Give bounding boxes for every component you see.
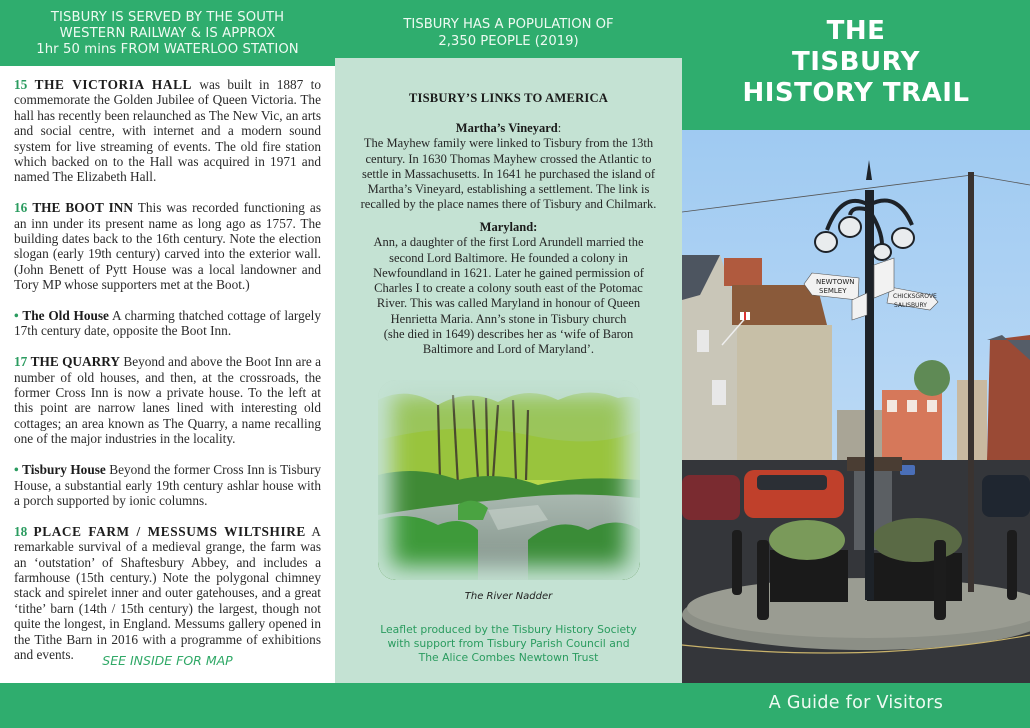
stop-number: 18 — [14, 523, 28, 539]
america-links-panel — [335, 58, 682, 683]
credit-line: Leaflet produced by the Tisbury History Society — [380, 623, 637, 636]
svg-text:CHICKSGROVE: CHICKSGROVE — [893, 293, 937, 300]
section-heading: Martha’s Vineyard: — [455, 121, 562, 135]
svg-text:NEWTOWN: NEWTOWN — [816, 278, 855, 286]
point-description: Beyond the former Cross Inn is Tisbury House, a substantial early 19th century ashlar house with a porch supported by ionic columns. — [14, 462, 322, 508]
stop-number: 15 — [14, 77, 28, 92]
section-heading: Maryland: — [479, 220, 538, 234]
guide-subtitle: A Guide for Visitors — [768, 693, 944, 713]
trail-stop-16 — [14, 200, 321, 292]
point-description: A charming thatched cottage of largely 17th century date, opposite the Boot Inn. — [14, 308, 321, 339]
stop-description: This was recorded functioning as an inn under its present name as long ago as 1757. The building dates back to the 16th century. Note the election slogan (early 19th century) carved into the exterior wall. (John Benett of Pytt House was a local landowner and Tory MP whose supporters met at the Boot.) — [14, 200, 322, 293]
text-line: Martha’s Vineyard, establishing a settlement. The link is — [367, 182, 650, 197]
population-banner — [335, 0, 682, 58]
title-line: TISBURY — [792, 47, 920, 77]
text-line: Newfoundland in 1621. Later he gained permission of — [373, 265, 644, 280]
see-inside-map-note: SEE INSIDE FOR MAP — [102, 653, 233, 668]
point-title: Tisbury House — [22, 462, 106, 478]
railway-info-line: 1hr 50 mins FROM WATERLOO STATION — [36, 42, 299, 57]
text-line: The Mayhew family were linked to Tisbury from the 13th — [363, 136, 654, 151]
text-line: Charles I to create a colony south east of the Potomac — [374, 281, 643, 296]
stop-title: THE VICTORIA HALL — [34, 77, 193, 92]
trail-stop-15 — [14, 77, 321, 185]
leaflet-credits — [335, 623, 682, 665]
bullet-icon: • — [14, 462, 19, 478]
trail-stops-panel — [0, 66, 335, 683]
population-line: 2,350 PEOPLE (2019) — [438, 34, 579, 49]
point-title: The Old House — [22, 308, 109, 324]
trail-stop-17 — [14, 354, 321, 446]
text-line: Ann, a daughter of the first Lord Arundell married the — [373, 235, 644, 250]
text-line: (she died in 1649) describes her as ‘wife of Baron — [383, 327, 634, 342]
credit-line: with support from Tisbury Parish Council and — [387, 637, 630, 650]
railway-info-line: WESTERN RAILWAY & IS APPROX — [59, 26, 276, 41]
text-line: recalled by the place names there of Tisbury and Chilmark. — [360, 197, 657, 212]
stop-title: PLACE FARM / MESSUMS WILTSHIRE — [33, 523, 306, 539]
trail-point-tisbury-house — [14, 462, 321, 508]
tisbury-street-photo — [682, 130, 1030, 683]
street-lamp-signpost-image — [682, 130, 1030, 683]
trail-title-block — [682, 0, 1030, 130]
bullet-icon: • — [14, 308, 19, 324]
title-line: HISTORY TRAIL — [742, 78, 970, 108]
stop-description: Beyond and above the Boot Inn are a number of old houses, and then, at the crossroads, the former Cross Inn is now a private house. To the left at this point are narrow lanes lined with interesting old cottages; an area known as The Quarry, a name recalling one of the major industries in the locality. — [14, 354, 322, 447]
america-links-heading: TISBURY’S LINKS TO AMERICA — [408, 91, 609, 105]
stop-number: 17 — [14, 354, 28, 370]
credit-line: The Alice Combes Newtown Trust — [418, 651, 599, 664]
footer-bar — [0, 683, 1030, 728]
river-nadder-photo — [378, 380, 640, 580]
stop-title: THE BOOT INN — [32, 200, 133, 216]
trail-point-old-house — [14, 308, 321, 339]
photo-caption: The River Nadder — [464, 591, 553, 602]
stop-title: THE QUARRY — [30, 354, 120, 370]
railway-info-banner — [0, 0, 335, 66]
text-line: Baltimore and Lord of Maryland’. — [422, 342, 595, 357]
trail-stop-18 — [14, 524, 321, 663]
title-line: THE — [826, 16, 886, 46]
railway-info-line: TISBURY IS SERVED BY THE SOUTH — [50, 10, 285, 25]
stop-number: 16 — [14, 200, 28, 216]
svg-text:SEMLEY: SEMLEY — [819, 287, 847, 295]
maryland-section — [335, 220, 682, 358]
stop-description: A remarkable survival of a medieval grange, the farm was an ‘outstation’ of Shaftesbury Abbey, and includes a farmhouse (15th century.) Note the polygonal chimney stack and spirelet inner and outer gatehouses, and a great ‘tithe’ barn (14th / 15th century) the largest, though not quite the longest, in England. Messums gallery opened in the Tithe Barn in 2016 with a programme of exhibitions and events. — [14, 523, 321, 662]
marthas-vineyard-section — [335, 121, 682, 213]
text-line: Henrietta Maria. Ann’s stone in Tisbury church — [390, 311, 627, 326]
river-landscape-image — [378, 380, 640, 580]
text-line: River. This was called Maryland in honour of Queen — [376, 296, 641, 311]
text-line: century. In 1630 Thomas Mayhew crossed the Atlantic to — [365, 151, 652, 166]
svg-text:SALISBURY: SALISBURY — [894, 302, 927, 309]
text-line: settle in Massachusetts. In 1641 he purchased the island of — [362, 166, 655, 181]
stop-description: was built in 1887 to commemorate the Golden Jubilee of Queen Victoria. The hall has recently been relaunched as The New Vic, an arts and social centre, with internet and a modern sound system for live streaming of events. The old fire station which backed on to the Hall was acquired in 1971 and named The Elizabeth Hall. — [14, 77, 321, 185]
population-line: TISBURY HAS A POPULATION OF — [403, 17, 614, 32]
text-line: second Lord Baltimore. He founded a colony in — [389, 250, 628, 265]
